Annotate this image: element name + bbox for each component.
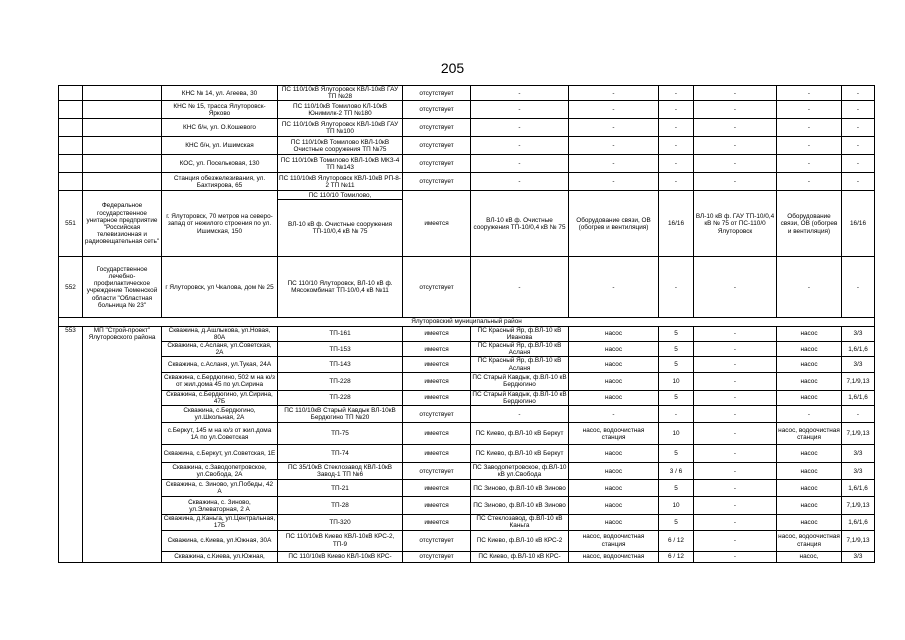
table-row — [59, 137, 875, 155]
reserve-source-cell: - — [694, 480, 777, 497]
power-cell: 16/16 — [659, 191, 694, 257]
num-cell: 553 — [59, 326, 83, 562]
reserve-source-cell: - — [694, 86, 777, 101]
reserve-equipment-cell: насос, водоочистная станция — [777, 530, 842, 551]
equipment-cell: насос — [569, 497, 659, 515]
equipment-cell: насос — [569, 390, 659, 405]
table-row — [59, 342, 875, 357]
backup-cell: имеется — [403, 372, 471, 390]
backup-cell: отсутствует — [403, 101, 471, 119]
backup-cell: отсутствует — [403, 173, 471, 191]
equipment-cell: - — [569, 86, 659, 101]
power-cell: 5 — [659, 445, 694, 463]
backup-source-cell: ВЛ-10 кВ ф. Очистные сооружения ТП-10/0,4 кВ № 75 — [471, 191, 569, 257]
equipment-cell: насос, водоочистная — [569, 551, 659, 562]
reserve-equipment-cell: насос — [777, 390, 842, 405]
reserve-equipment-cell: насос, водоочистная станция — [777, 423, 842, 445]
table-row — [59, 515, 875, 530]
reserve-equipment-cell: - — [777, 257, 842, 318]
backup-source-cell: ПС Киево, ф.ВЛ-10 кВ Беркут — [471, 423, 569, 445]
backup-cell: имеется — [403, 445, 471, 463]
power-cell: 5 — [659, 390, 694, 405]
reserve-equipment-cell: насос — [777, 372, 842, 390]
data-table — [58, 85, 875, 563]
reserve-power-cell: 1,6/1,6 — [842, 480, 875, 497]
reserve-power-cell: 1,6/1,6 — [842, 390, 875, 405]
table-row — [59, 326, 875, 341]
reserve-source-cell: - — [694, 173, 777, 191]
object-cell: КНС № 14, ул. Агеева, 30 — [162, 86, 278, 101]
backup-cell: имеется — [403, 191, 471, 257]
num-cell — [59, 119, 83, 137]
reserve-equipment-cell: насос, — [777, 551, 842, 562]
power-cell: 6 / 12 — [659, 551, 694, 562]
org-cell: Федеральное государственное унитарное предприятие "Российская телевизионная и радиовещательная сеть" — [83, 191, 162, 257]
object-cell: г Ялуторовск, ул Чкалова, дом № 25 — [162, 257, 278, 318]
reserve-power-cell: 1,6/1,6 — [842, 515, 875, 530]
reserve-equipment-cell: насос — [777, 515, 842, 530]
power-cell: 5 — [659, 326, 694, 341]
object-cell: Станция обезжелезивания, ул. Бахтиярова, 65 — [162, 173, 278, 191]
equipment-cell: насос — [569, 515, 659, 530]
backup-source-cell: - — [471, 155, 569, 173]
equipment-cell: насос, водоочистная станция — [569, 423, 659, 445]
power-source-cell: ТП-228 — [278, 372, 403, 390]
backup-cell: отсутствует — [403, 119, 471, 137]
backup-cell: имеется — [403, 342, 471, 357]
section-title: Ялуторовский муниципальный район — [59, 318, 875, 326]
reserve-power-cell: 7,1/9,13 — [842, 497, 875, 515]
power-source-cell: ПС 110/10кВ Ялуторовск КВЛ-10кВ РП-8-2 ТП №11 — [279, 174, 401, 189]
table-row — [59, 173, 875, 191]
reserve-power-cell: - — [842, 406, 875, 423]
power-source-cell: ПС 110/10кВ Ялуторовск КВЛ-10кВ ГАУ ТП №100 — [278, 119, 403, 137]
backup-cell: отсутствует — [403, 257, 471, 318]
object-cell: КНС б/н, ул. Ишимская — [162, 137, 278, 155]
table-row — [59, 372, 875, 390]
object-cell: Скважина, с. Зиново, ул.Победы, 42 А — [162, 480, 278, 497]
backup-cell: отсутствует — [403, 530, 471, 551]
power-cell: - — [659, 86, 694, 101]
backup-cell: имеется — [403, 357, 471, 372]
num-cell — [59, 101, 83, 119]
power-cell: - — [659, 155, 694, 173]
reserve-source-cell: - — [694, 326, 777, 341]
backup-cell: отсутствует — [403, 137, 471, 155]
reserve-equipment-cell: насос — [777, 357, 842, 372]
reserve-source-cell: - — [694, 530, 777, 551]
reserve-source-cell: ВЛ-10 кВ ф. ГАУ ТП-10/0,4 кВ № 75 от ПС-110/0 Ялуторовск — [694, 191, 777, 257]
backup-source-cell: ПС Красный Яр, ф.ВЛ-10 кВ Асланя — [471, 357, 569, 372]
object-cell: Скважина, д.Каньга, ул.Центральная, 17Б — [162, 515, 278, 530]
reserve-power-cell: 3/3 — [842, 357, 875, 372]
power-source-cell: ТП-21 — [278, 480, 403, 497]
reserve-power-cell: 7,1/9,13 — [842, 423, 875, 445]
reserve-source-cell: - — [694, 372, 777, 390]
reserve-source-cell: - — [694, 406, 777, 423]
reserve-equipment-cell: насос — [777, 342, 842, 357]
table-row — [59, 318, 875, 326]
reserve-power-cell: - — [842, 257, 875, 318]
reserve-power-cell: 1,6/1,6 — [842, 342, 875, 357]
equipment-cell: насос — [569, 357, 659, 372]
equipment-cell: - — [569, 257, 659, 318]
backup-source-cell: - — [471, 173, 569, 191]
power-cell: 5 — [659, 480, 694, 497]
table-row — [59, 423, 875, 445]
num-cell — [59, 86, 83, 101]
backup-source-cell: - — [471, 406, 569, 423]
object-cell: Скважина, с.Беркут, ул.Советская, 1Е — [162, 445, 278, 463]
backup-cell: имеется — [403, 480, 471, 497]
power-source-cell: ВЛ-10 кВ ф. Очистные сооружения ТП-10/0,4 кВ № 75 — [278, 200, 403, 257]
equipment-cell: - — [569, 173, 659, 191]
reserve-equipment-cell: насос — [777, 497, 842, 515]
num-cell: 552 — [59, 257, 83, 318]
table-row — [59, 257, 875, 318]
object-cell: Скважина, с.Асланя, ул.Советская, 2А — [162, 342, 278, 357]
equipment-cell: - — [569, 155, 659, 173]
object-cell: Скважина, с.Киева, ул.Южная, 30А — [162, 530, 278, 551]
power-source-cell: ТП-28 — [278, 497, 403, 515]
table-row — [59, 530, 875, 551]
reserve-power-cell: 16/16 — [842, 191, 875, 257]
equipment-cell: - — [569, 101, 659, 119]
object-cell: КОС, ул. Посельковая, 130 — [162, 155, 278, 173]
object-cell: Скважина, с.Бердюгино, ул.Сирина, 47Б — [162, 390, 278, 405]
power-source-cell: ПС 110/10кВ Киево КВЛ-10кВ КРС- — [278, 551, 403, 562]
reserve-equipment-cell: насос — [777, 445, 842, 463]
backup-source-cell: - — [471, 257, 569, 318]
object-cell: Скважина, с.Бердюгино, ул.Школьная, 2А — [162, 406, 278, 423]
object-cell: КНС № 15, трасса Ялуторовск-Ярково — [162, 101, 278, 119]
object-cell: Скважина, с.Асланя, ул.Тукая, 24А — [162, 357, 278, 372]
object-cell: с.Беркут, 145 м на ю/з от жил.дома 1А по ул.Советская — [162, 423, 278, 445]
org-cell — [83, 173, 162, 191]
power-source-cell: ПС 110/10кВ Томилово КВЛ-10кВ МКЗ-4 ТП №143 — [278, 155, 403, 173]
power-cell: 10 — [659, 423, 694, 445]
equipment-cell: насос — [569, 445, 659, 463]
power-source-cell: ТП-153 — [278, 342, 403, 357]
equipment-cell: насос — [569, 326, 659, 341]
reserve-source-cell: - — [694, 119, 777, 137]
table-row — [59, 357, 875, 372]
table-row — [59, 86, 875, 101]
reserve-power-cell: - — [842, 137, 875, 155]
power-cell: - — [659, 137, 694, 155]
reserve-power-cell: - — [842, 86, 875, 101]
backup-source-cell: ПС Стеклозавод, ф.ВЛ-10 кВ Каньга — [471, 515, 569, 530]
power-source-cell: ТП-143 — [278, 357, 403, 372]
reserve-source-cell: - — [694, 390, 777, 405]
reserve-source-cell: - — [694, 497, 777, 515]
reserve-power-cell: - — [842, 119, 875, 137]
backup-source-cell: ПС Киево, ф.ВЛ-10 кВ КРС- — [471, 551, 569, 562]
power-source-cell: ТП-74 — [278, 445, 403, 463]
equipment-cell: - — [569, 119, 659, 137]
power-source-cell: ТП-75 — [278, 423, 403, 445]
org-cell — [83, 101, 162, 119]
backup-source-cell: ПС Зиново, ф.ВЛ-10 кВ Зиново — [471, 497, 569, 515]
power-source-cell: ПС 110/10 Ялуторовск, ВЛ-10 кВ ф. Мясокомбинат ТП-10/0,4 кВ №11 — [278, 257, 403, 318]
equipment-cell: - — [569, 137, 659, 155]
object-cell: г. Ялуторовск, 70 метров на северо-запад от нежилого строения по ул. Ишимская, 150 — [162, 191, 278, 257]
reserve-power-cell: 3/3 — [842, 326, 875, 341]
backup-source-cell: - — [471, 101, 569, 119]
backup-cell: отсутствует — [403, 406, 471, 423]
power-cell: - — [659, 406, 694, 423]
backup-cell: отсутствует — [403, 463, 471, 480]
reserve-source-cell: - — [694, 515, 777, 530]
org-cell — [83, 119, 162, 137]
reserve-power-cell: 3/3 — [842, 463, 875, 480]
equipment-cell: насос, водоочистная станция — [569, 530, 659, 551]
backup-cell: имеется — [403, 390, 471, 405]
backup-cell: имеется — [403, 497, 471, 515]
table-row — [59, 119, 875, 137]
backup-cell: имеется — [403, 515, 471, 530]
power-source-cell: ПС 35/10кВ Стеклозавод КВЛ-10кВ Завод-1 ТП №6 — [278, 463, 403, 480]
reserve-equipment-cell: насос — [777, 326, 842, 341]
power-source-cell: ПС 110/10кВ Ялуторовск КВЛ-10кВ ГАУ ТП №28 — [278, 86, 403, 101]
backup-source-cell: ПС Киево, ф.ВЛ-10 кВ Беркут — [471, 445, 569, 463]
reserve-power-cell: 3/3 — [842, 445, 875, 463]
table-row — [59, 155, 875, 173]
backup-cell: имеется — [403, 423, 471, 445]
backup-source-cell: ПС Заводопетровское, ф.ВЛ-10 кВ ул.Свобода — [471, 463, 569, 480]
table-row — [59, 191, 875, 200]
org-cell — [83, 155, 162, 173]
object-cell: Скважина, д.Ашлыкова, ул.Новая, 80А — [162, 326, 278, 341]
power-source-cell: ПС 110/10кВ Томилово КЛ-10кВ Юнимилк-2 ТП №180 — [278, 101, 403, 119]
power-cell: 10 — [659, 497, 694, 515]
num-cell — [59, 155, 83, 173]
table-row — [59, 445, 875, 463]
reserve-power-cell: 3/3 — [842, 551, 875, 562]
table-row — [59, 101, 875, 119]
table-row — [59, 551, 875, 562]
reserve-power-cell: 7,1/9,13 — [842, 372, 875, 390]
reserve-power-cell: - — [842, 173, 875, 191]
org-cell — [83, 86, 162, 101]
reserve-power-cell: - — [842, 101, 875, 119]
table-row — [59, 463, 875, 480]
backup-cell: отсутствует — [403, 551, 471, 562]
org-cell: Государственное лечебно-профилактическое учреждение Тюменской области "Областная больница № 23" — [83, 257, 162, 318]
backup-source-cell: ПС Киево, ф.ВЛ-10 кВ КРС-2 — [471, 530, 569, 551]
power-source-cell: ТП-228 — [278, 390, 403, 405]
reserve-equipment-cell: - — [777, 101, 842, 119]
object-cell: Скважина, с.Бердюгино, 502 м на ю/з от жил.дома 45 по ул.Сирина — [162, 372, 278, 390]
object-cell: Скважина, с. Зиново, ул.Элеваторная, 2 А — [162, 497, 278, 515]
power-cell: 10 — [659, 372, 694, 390]
table-row — [59, 480, 875, 497]
equipment-cell: насос — [569, 463, 659, 480]
backup-source-cell: ПС Красный Яр, ф.ВЛ-10 кВ Иванова — [471, 326, 569, 341]
power-source-cell: ПС 110/10кВ Томилово КВЛ-10кВ Очистные сооружения ТП №75 — [278, 137, 403, 155]
backup-cell: отсутствует — [403, 86, 471, 101]
equipment-cell: насос — [569, 372, 659, 390]
reserve-power-cell: 7,1/9,13 — [842, 530, 875, 551]
table-row — [59, 406, 875, 423]
org-cell — [83, 137, 162, 155]
power-cell: - — [659, 173, 694, 191]
object-cell: Скважина, с.Заводопетровское, ул.Свобода, 2А — [162, 463, 278, 480]
backup-source-cell: ПС Старый Кавдык, ф.ВЛ-10 кВ Бердюгино — [472, 390, 567, 406]
reserve-source-cell: - — [694, 423, 777, 445]
power-source-cell: ПС 110/10кВ Киево КВЛ-10кВ КРС-2, ТП-9 — [278, 530, 403, 551]
backup-source-cell: - — [471, 119, 569, 137]
power-cell: - — [659, 101, 694, 119]
backup-cell: отсутствует — [403, 155, 471, 173]
power-source-cell: ТП-161 — [278, 326, 403, 341]
num-cell — [59, 173, 83, 191]
equipment-cell: - — [569, 406, 659, 423]
power-source-cell: ТП-320 — [278, 515, 403, 530]
backup-source-cell: ПС Зиново, ф.ВЛ-10 кВ Зиново — [471, 480, 569, 497]
power-cell: 6 / 12 — [659, 530, 694, 551]
reserve-equipment-cell: - — [777, 173, 842, 191]
object-cell: Скважина, с.Киева, ул.Южная, — [162, 551, 278, 562]
power-cell: - — [659, 119, 694, 137]
equipment-cell: насос — [569, 480, 659, 497]
equipment-cell: Оборудование связи, ОВ (обогрев и вентиляция) — [569, 191, 659, 257]
page-number: 205 — [440, 60, 465, 76]
reserve-power-cell: - — [842, 155, 875, 173]
reserve-equipment-cell: - — [777, 119, 842, 137]
reserve-source-cell: - — [694, 357, 777, 372]
reserve-source-cell: - — [694, 342, 777, 357]
reserve-equipment-cell: насос — [777, 463, 842, 480]
power-cell: 5 — [659, 515, 694, 530]
backup-source-cell: - — [471, 86, 569, 101]
reserve-source-cell: - — [694, 101, 777, 119]
power-cell: - — [659, 257, 694, 318]
power-cell: 5 — [659, 342, 694, 357]
backup-source-cell: ПС Красный Яр, ф.ВЛ-10 кВ Асланя — [471, 342, 569, 357]
reserve-equipment-cell: - — [777, 137, 842, 155]
object-cell: КНС б/н, ул. О.Кошевого — [162, 119, 278, 137]
reserve-source-cell: - — [694, 137, 777, 155]
reserve-source-cell: - — [694, 445, 777, 463]
power-source-cell: ПС 110/10кВ Старый Кавдык ВЛ-10кВ Бердюгино ТП №20 — [278, 406, 403, 423]
power-cell: 3 / 6 — [659, 463, 694, 480]
reserve-equipment-cell: насос — [777, 480, 842, 497]
reserve-source-cell: - — [694, 551, 777, 562]
backup-source-cell: ПС Старый Кавдык, ф.ВЛ-10 кВ Бердюгино — [472, 374, 567, 389]
reserve-source-cell: - — [694, 257, 777, 318]
reserve-source-cell: - — [694, 463, 777, 480]
table-row — [59, 497, 875, 515]
reserve-source-cell: - — [694, 155, 777, 173]
power-cell: 5 — [659, 357, 694, 372]
reserve-equipment-cell: - — [777, 406, 842, 423]
reserve-equipment-cell: Оборудование связи, ОВ (обогрев и вентиляция) — [777, 191, 842, 257]
backup-cell: имеется — [403, 326, 471, 341]
power-source-cell: ПС 110/10 Томилово, — [278, 191, 403, 200]
reserve-equipment-cell: - — [777, 155, 842, 173]
num-cell: 551 — [59, 191, 83, 257]
reserve-equipment-cell: - — [777, 86, 842, 101]
backup-source-cell: - — [471, 137, 569, 155]
num-cell — [59, 137, 83, 155]
org-cell: МП "Строй-проект" Ялуторовского района — [83, 326, 162, 562]
table-row — [59, 390, 875, 405]
equipment-cell: насос — [569, 342, 659, 357]
